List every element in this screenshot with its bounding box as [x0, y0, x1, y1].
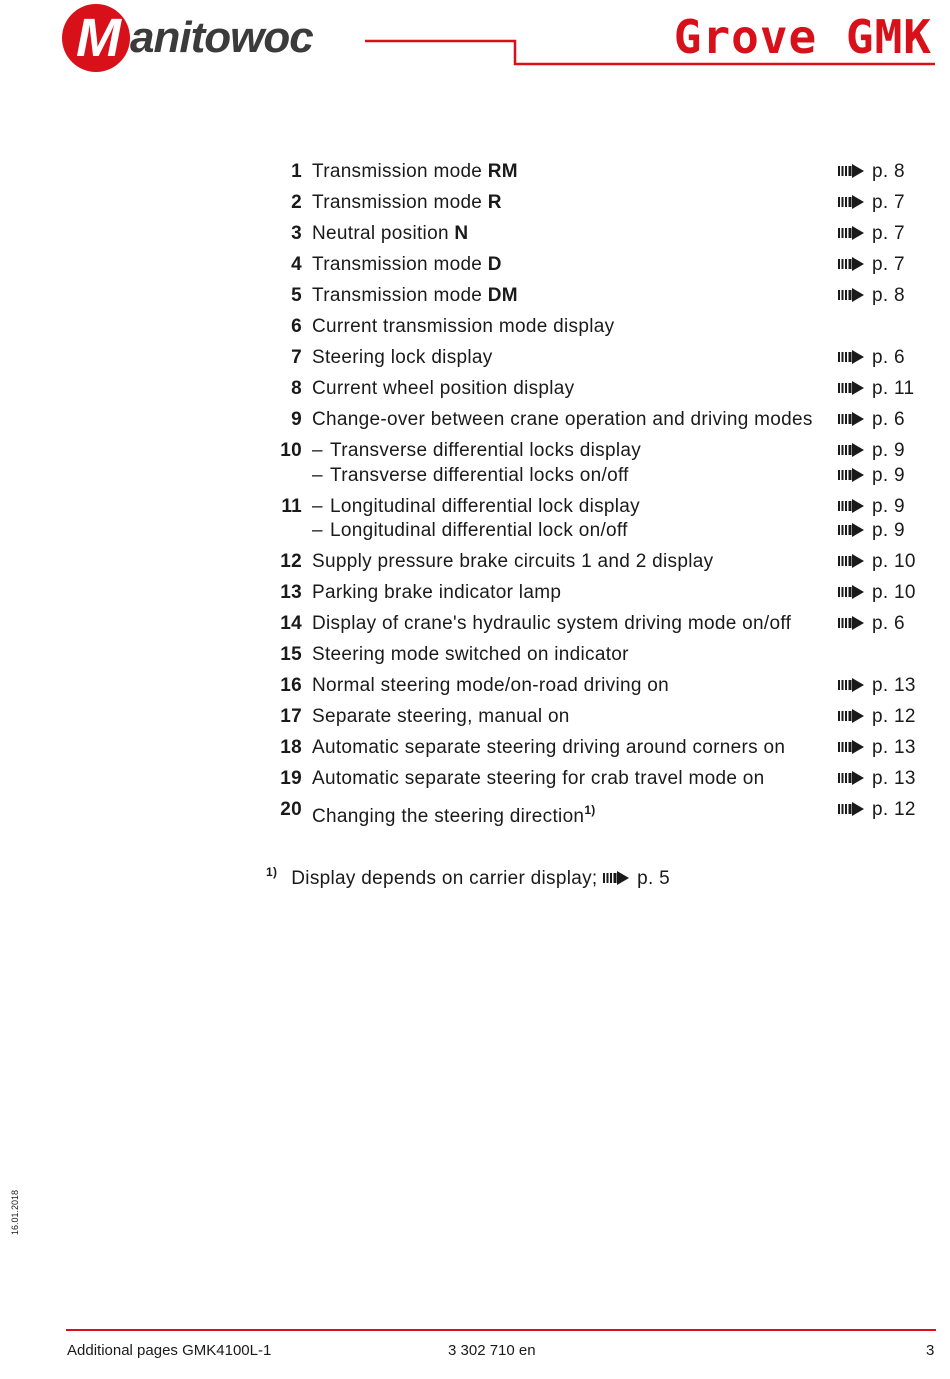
- item-dash: –: [312, 520, 323, 541]
- reference-arrow-icon: [838, 523, 864, 537]
- page-reference[interactable]: [838, 674, 916, 698]
- item-text: Transmission mode: [312, 254, 488, 275]
- item-description: [312, 253, 502, 277]
- reference-arrow-icon: [838, 257, 864, 271]
- item-text: Transverse differential locks display: [330, 440, 642, 461]
- page-reference-text: p. 8: [872, 285, 905, 306]
- page-reference-text: p. 9: [872, 464, 905, 486]
- page-reference[interactable]: [838, 705, 916, 729]
- item-description: [312, 495, 640, 519]
- page-reference[interactable]: [838, 798, 916, 822]
- item-description: [312, 767, 765, 791]
- list-item: [260, 643, 940, 674]
- page-reference[interactable]: [838, 495, 905, 519]
- page-reference-text: p. 8: [872, 161, 905, 182]
- reference-arrow-icon: [838, 226, 864, 240]
- item-description: [312, 439, 641, 463]
- page-reference[interactable]: [838, 550, 916, 574]
- page-reference[interactable]: [838, 377, 914, 401]
- page-reference-text: p. 9: [872, 520, 905, 541]
- item-text: Transmission mode: [312, 161, 488, 182]
- item-description: [312, 222, 468, 246]
- item-number: 17: [280, 706, 302, 727]
- item-description: [312, 191, 502, 215]
- item-description: [312, 160, 518, 184]
- item-mode-code: N: [454, 223, 469, 244]
- page-reference-text: p. 7: [872, 192, 905, 213]
- item-description: [312, 315, 614, 339]
- item-text: Transverse differential locks on/off: [330, 464, 629, 486]
- item-description: [312, 798, 596, 829]
- item-description: [312, 736, 785, 760]
- page-reference[interactable]: [838, 767, 916, 791]
- list-item: [260, 581, 940, 612]
- item-description: [312, 643, 629, 667]
- item-text: Supply pressure brake circuits 1 and 2 display: [312, 551, 714, 572]
- reference-arrow-icon: [838, 740, 864, 754]
- item-mode-code: DM: [487, 285, 518, 306]
- reference-arrow-icon: [838, 709, 864, 723]
- item-description: [312, 550, 713, 574]
- reference-arrow-icon: [838, 412, 864, 426]
- page-reference-text: p. 7: [872, 254, 905, 275]
- legend-list: [260, 160, 940, 829]
- item-text: Neutral position: [312, 223, 455, 244]
- item-description: [312, 346, 493, 370]
- list-item: [260, 705, 940, 736]
- list-item: [260, 191, 940, 222]
- item-text: Transmission mode: [312, 285, 488, 306]
- list-item: [260, 736, 940, 767]
- list-item: [260, 222, 940, 253]
- item-number: 6: [291, 316, 302, 337]
- item-description: [312, 612, 791, 636]
- reference-arrow-icon: [838, 678, 864, 692]
- page-reference[interactable]: [838, 581, 916, 605]
- item-text: Current wheel position display: [312, 378, 575, 399]
- item-number: 13: [280, 582, 302, 603]
- item-number: 19: [280, 768, 302, 789]
- page-reference-text: p. 6: [872, 613, 905, 634]
- logo-wordmark: anitowoc: [130, 13, 313, 62]
- item-number: 12: [280, 551, 302, 572]
- reference-arrow-icon: [838, 616, 864, 630]
- footnote: [266, 865, 670, 890]
- item-text: Current transmission mode display: [312, 316, 615, 337]
- page-reference[interactable]: [838, 284, 905, 308]
- print-date: 16.01.2018: [10, 1189, 20, 1235]
- item-description: [312, 705, 570, 729]
- page-reference[interactable]: [838, 253, 905, 277]
- list-item: [260, 284, 940, 315]
- reference-arrow-icon: [838, 585, 864, 599]
- page-reference-text: p. 9: [872, 440, 905, 461]
- reference-arrow-icon: [838, 288, 864, 302]
- item-text: Transmission mode: [312, 192, 488, 213]
- list-item: [260, 550, 940, 581]
- reference-arrow-icon: [838, 771, 864, 785]
- logo-letter: M: [76, 8, 121, 68]
- page-reference-text: p. 12: [872, 706, 916, 727]
- list-item: [260, 495, 940, 520]
- list-item: [260, 674, 940, 705]
- list-item: [260, 798, 940, 829]
- list-item: [260, 464, 940, 495]
- footnote-marker: 1): [584, 803, 596, 817]
- item-description: [312, 674, 669, 698]
- list-item: [260, 519, 940, 550]
- list-item: [260, 315, 940, 346]
- page-reference-text: p. 6: [872, 347, 905, 368]
- reference-arrow-icon: [838, 554, 864, 568]
- list-item: [260, 253, 940, 284]
- item-description: [312, 464, 629, 488]
- reference-arrow-icon: [838, 164, 864, 178]
- item-text: Steering mode switched on indicator: [312, 644, 629, 665]
- product-title: Grove GMK: [673, 10, 932, 64]
- reference-arrow-icon: [838, 350, 864, 364]
- page-reference[interactable]: [838, 222, 905, 246]
- page-reference-text: p. 11: [872, 378, 915, 399]
- item-text: Display of crane's hydraulic system driving mode on/off: [312, 613, 792, 634]
- page-reference[interactable]: [838, 464, 905, 488]
- item-number: 10: [280, 440, 302, 461]
- item-number: 18: [280, 737, 302, 758]
- item-description: [312, 408, 813, 432]
- reference-arrow-icon: [838, 468, 864, 482]
- item-dash: –: [312, 464, 323, 486]
- item-number: 16: [280, 675, 302, 696]
- page-reference[interactable]: [838, 439, 905, 463]
- item-text: Longitudinal differential lock on/off: [330, 520, 628, 541]
- item-text: Longitudinal differential lock display: [330, 495, 640, 517]
- reference-arrow-icon: [838, 499, 864, 513]
- footnote-mark: 1): [266, 865, 278, 879]
- item-number: 2: [291, 192, 302, 213]
- item-description: [312, 519, 628, 543]
- page-reference[interactable]: [838, 519, 905, 543]
- footer-rule: [66, 1329, 936, 1331]
- page-reference[interactable]: [838, 191, 905, 215]
- reference-arrow-icon: [838, 802, 864, 816]
- item-dash: –: [312, 440, 323, 461]
- list-item: [260, 160, 940, 191]
- item-dash: –: [312, 495, 323, 517]
- page-reference-text: p. 9: [872, 495, 905, 517]
- item-description: [312, 377, 574, 401]
- item-text: Steering lock display: [312, 347, 493, 368]
- page-reference-text: p. 13: [872, 675, 916, 696]
- list-item: [260, 612, 940, 643]
- page-reference-text: p. 10: [872, 551, 916, 572]
- item-text: Normal steering mode/on-road driving on: [312, 675, 670, 696]
- item-text: Automatic separate steering for crab travel mode on: [312, 768, 765, 789]
- list-item: [260, 439, 940, 464]
- item-text: Separate steering, manual on: [312, 706, 570, 727]
- item-text: Change-over between crane operation and driving modes: [312, 409, 813, 430]
- reference-arrow-icon: [838, 443, 864, 457]
- page-reference[interactable]: [838, 160, 905, 184]
- item-number: 3: [291, 223, 302, 244]
- page-reference-text: p. 13: [872, 737, 916, 758]
- page-reference-text: p. 6: [872, 409, 905, 430]
- page-reference-text: p. 10: [872, 582, 916, 603]
- footer-document-number: 3 302 710 en: [448, 1342, 536, 1359]
- footnote-text: Display depends on carrier display;: [291, 868, 604, 889]
- item-number: 14: [280, 613, 302, 634]
- page-reference[interactable]: [838, 408, 905, 432]
- footer-document-title: Additional pages GMK4100L-1: [67, 1342, 272, 1359]
- item-mode-code: D: [487, 254, 502, 275]
- page-reference[interactable]: [838, 612, 905, 636]
- list-item: [260, 346, 940, 377]
- item-number: 11: [281, 495, 302, 517]
- item-description: [312, 581, 561, 605]
- item-mode-code: RM: [487, 161, 518, 182]
- item-number: 5: [291, 285, 302, 306]
- item-number: 1: [291, 161, 302, 182]
- reference-arrow-icon: [838, 195, 864, 209]
- page-reference-text: p. 7: [872, 223, 905, 244]
- item-number: 15: [280, 644, 302, 665]
- item-number: 9: [291, 409, 302, 430]
- item-mode-code: R: [487, 192, 502, 213]
- item-number: 20: [280, 799, 302, 820]
- item-number: 8: [291, 378, 302, 399]
- page-number: 3: [926, 1342, 935, 1359]
- item-description: [312, 284, 518, 308]
- item-number: 4: [291, 254, 302, 275]
- reference-arrow-icon: [838, 381, 864, 395]
- page-reference-text: p. 12: [872, 799, 916, 820]
- list-item: [260, 408, 940, 439]
- page-reference[interactable]: [838, 736, 916, 760]
- item-text: Parking brake indicator lamp: [312, 582, 562, 603]
- item-text: Changing the steering direction: [312, 806, 585, 827]
- list-item: [260, 377, 940, 408]
- footnote-ref[interactable]: p. 5: [637, 868, 670, 889]
- list-item: [260, 767, 940, 798]
- item-text: Automatic separate steering driving around corners on: [312, 737, 786, 758]
- page-reference-text: p. 13: [872, 768, 916, 789]
- reference-arrow-icon: [603, 871, 629, 885]
- item-number: 7: [291, 347, 302, 368]
- page-reference[interactable]: [838, 346, 905, 370]
